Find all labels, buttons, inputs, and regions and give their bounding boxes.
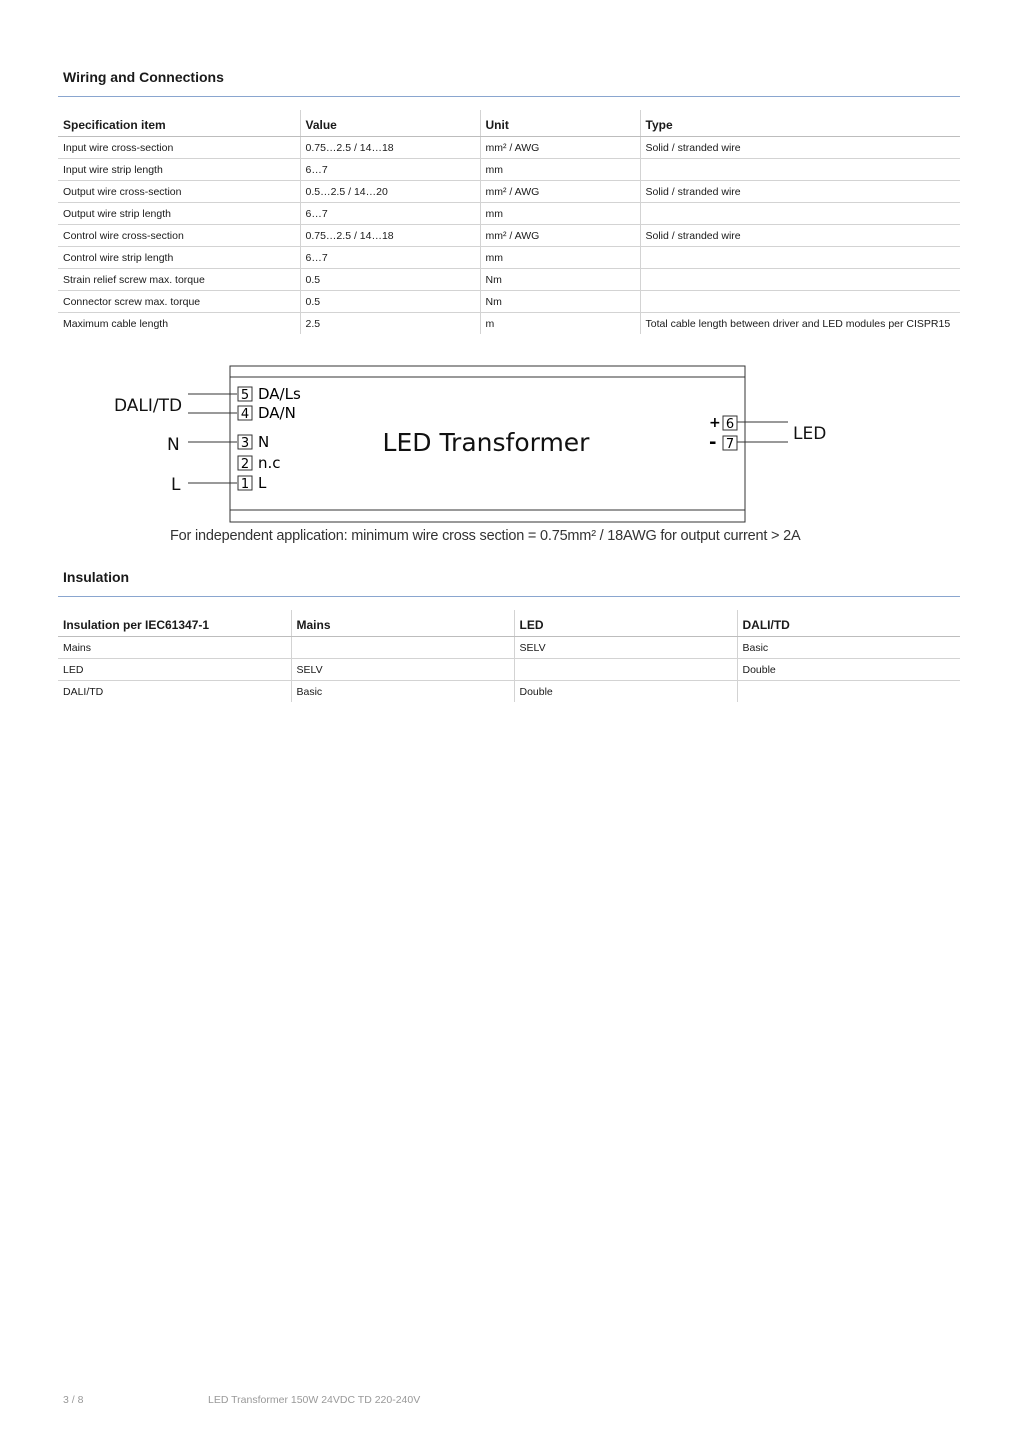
table-cell xyxy=(640,269,960,291)
terminal-name: DA/N xyxy=(258,404,296,422)
table-cell: mm² / AWG xyxy=(480,137,640,159)
table-row xyxy=(58,225,960,247)
terminal-7 xyxy=(709,432,737,453)
n-label: N xyxy=(167,435,180,455)
table-cell: Nm xyxy=(480,291,640,313)
table-cell xyxy=(640,291,960,313)
table-cell: 6…7 xyxy=(300,203,480,225)
column-header: LED xyxy=(514,610,737,637)
table-cell: 0.5…2.5 / 14…20 xyxy=(300,181,480,203)
terminal-sign: - xyxy=(709,432,717,453)
terminal-4 xyxy=(238,404,296,422)
led-label: LED xyxy=(793,424,827,444)
column-header: Unit xyxy=(480,110,640,137)
table-cell: Mains xyxy=(58,637,291,659)
terminal-2 xyxy=(238,454,281,472)
terminal-3 xyxy=(238,433,269,451)
table-cell: Basic xyxy=(737,637,960,659)
column-header: Insulation per IEC61347-1 xyxy=(58,610,291,637)
insulation-section-rule xyxy=(58,596,960,597)
table-cell: 0.5 xyxy=(300,269,480,291)
insulation-table xyxy=(58,610,960,702)
table-cell: Solid / stranded wire xyxy=(640,225,960,247)
column-header: Mains xyxy=(291,610,514,637)
table-row xyxy=(58,291,960,313)
terminal-number: 6 xyxy=(725,417,735,432)
column-header: Value xyxy=(300,110,480,137)
table-cell: mm² / AWG xyxy=(480,181,640,203)
table-cell: SELV xyxy=(291,659,514,681)
terminal-name: n.c xyxy=(258,454,281,472)
footer-product-name: LED Transformer 150W 24VDC TD 220-240V xyxy=(208,1394,421,1406)
terminal-name: N xyxy=(258,433,270,451)
terminal-number: 4 xyxy=(240,407,250,422)
table-cell: Solid / stranded wire xyxy=(640,137,960,159)
table-row xyxy=(58,681,960,703)
page-number: 3 / 8 xyxy=(63,1394,84,1406)
table-cell: Double xyxy=(737,659,960,681)
table-cell: SELV xyxy=(514,637,737,659)
table-row xyxy=(58,269,960,291)
terminal-name: DA/Ls xyxy=(258,385,301,403)
table-cell xyxy=(640,159,960,181)
table-cell: Strain relief screw max. torque xyxy=(58,269,300,291)
table-row xyxy=(58,637,960,659)
terminal-number: 7 xyxy=(725,437,735,452)
dali-td-label: DALI/TD xyxy=(114,396,183,416)
wiring-diagram xyxy=(100,360,860,530)
table-cell: m xyxy=(480,313,640,335)
table-cell: 6…7 xyxy=(300,159,480,181)
table-cell: mm xyxy=(480,247,640,269)
table-cell xyxy=(514,659,737,681)
terminal-1 xyxy=(238,474,267,492)
table-cell: 0.75…2.5 / 14…18 xyxy=(300,225,480,247)
table-cell: Control wire cross-section xyxy=(58,225,300,247)
table-cell: Input wire cross-section xyxy=(58,137,300,159)
table-cell xyxy=(737,681,960,703)
wiring-section-rule xyxy=(58,96,960,97)
table-cell: mm xyxy=(480,203,640,225)
table-cell: Connector screw max. torque xyxy=(58,291,300,313)
table-row xyxy=(58,313,960,335)
table-row xyxy=(58,203,960,225)
table-cell: Double xyxy=(514,681,737,703)
column-header: DALI/TD xyxy=(737,610,960,637)
wiring-table xyxy=(58,110,960,334)
terminal-5 xyxy=(238,385,301,403)
device-label: LED Transformer xyxy=(382,428,590,457)
wiring-section-title: Wiring and Connections xyxy=(63,69,224,85)
table-cell: Maximum cable length xyxy=(63,317,169,330)
table-cell xyxy=(640,203,960,225)
table-row xyxy=(58,247,960,269)
diagram-note: For independent application: minimum wire cross section = 0.75mm² / 18AWG for output current > 2A xyxy=(170,528,801,544)
terminal-sign: + xyxy=(709,415,721,431)
table-cell: 2.5 xyxy=(300,313,480,335)
table-row xyxy=(58,659,960,681)
terminal-number: 2 xyxy=(240,457,250,472)
table-cell: 6…7 xyxy=(300,247,480,269)
table-row xyxy=(58,137,960,159)
table-cell: DALI/TD xyxy=(63,685,104,698)
table-row xyxy=(58,181,960,203)
insulation-table-header xyxy=(58,610,960,637)
table-cell: Basic xyxy=(291,681,514,703)
terminal-6 xyxy=(709,415,737,432)
table-row xyxy=(58,159,960,181)
l-label: L xyxy=(171,475,181,495)
table-cell: mm² / AWG xyxy=(480,225,640,247)
column-header: Type xyxy=(640,110,960,137)
column-header: Specification item xyxy=(58,110,300,137)
terminal-number: 5 xyxy=(240,388,250,403)
table-cell: Total cable length between driver and LED modules per CISPR15 xyxy=(640,313,960,335)
terminal-number: 3 xyxy=(240,436,250,451)
table-cell: mm xyxy=(480,159,640,181)
table-cell xyxy=(291,637,514,659)
insulation-section-title: Insulation xyxy=(63,569,130,585)
table-cell: Output wire cross-section xyxy=(58,181,300,203)
table-cell: Nm xyxy=(480,269,640,291)
table-cell: Control wire strip length xyxy=(58,247,300,269)
table-cell: Solid / stranded wire xyxy=(640,181,960,203)
table-cell: Output wire strip length xyxy=(58,203,300,225)
terminal-number: 1 xyxy=(240,477,250,492)
table-cell: Input wire strip length xyxy=(58,159,300,181)
table-cell xyxy=(640,247,960,269)
table-cell: 0.5 xyxy=(300,291,480,313)
terminal-name: L xyxy=(258,474,267,492)
table-cell: 0.75…2.5 / 14…18 xyxy=(300,137,480,159)
table-cell: LED xyxy=(58,659,291,681)
wiring-table-header xyxy=(58,110,960,137)
